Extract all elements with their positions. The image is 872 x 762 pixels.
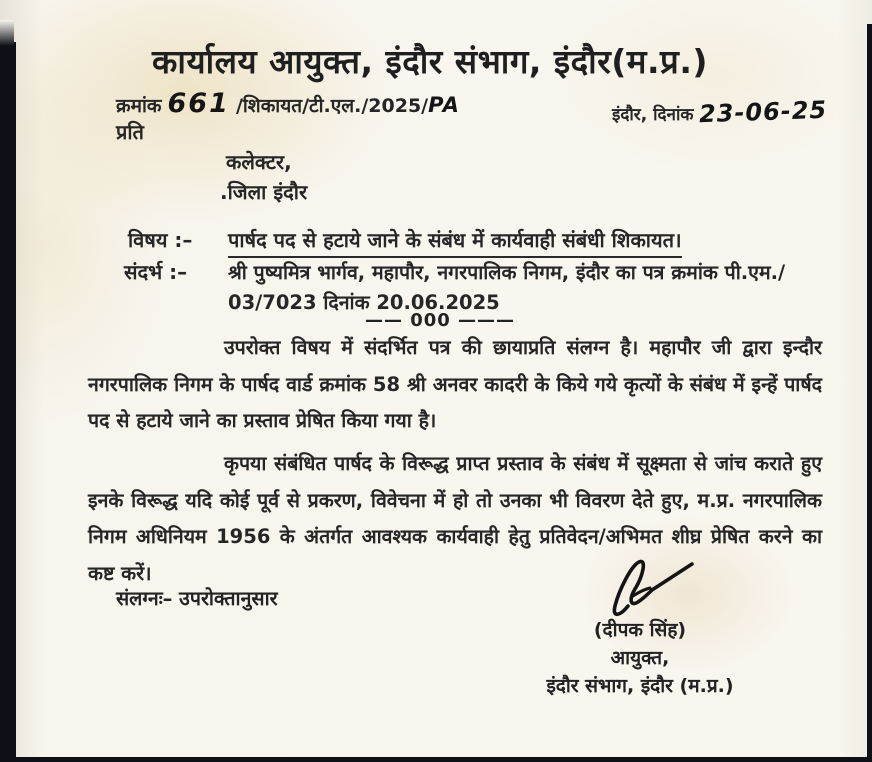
enclosure-line: संलग्नः– उपरोक्तानुसार <box>116 587 278 610</box>
reference-line2: 03/7023 दिनांक 20.06.2025 <box>228 291 500 314</box>
signature-handwritten <box>592 552 710 624</box>
addressee-line2: .जिला इंदौर <box>220 180 308 204</box>
letter-number-suffix: /शिकायत/टी.एल./2025/ <box>235 95 429 117</box>
scan-border-right <box>867 24 872 762</box>
scan-border-left-fade <box>0 20 14 46</box>
place-date-label: इंदौर, दिनांक <box>612 105 694 125</box>
scan-border-left <box>0 42 16 762</box>
body-paragraph-2: कृपया संबंधित पार्षद के विरूद्ध प्राप्त प्रस्ताव के संबंध में सूक्ष्मता से जांच कराते हुए इनके विरूद्ध यदि कोई पूर्व से प्रकरण, विवेचना में हो तो उनका भी विवरण देते हुए, म.प्र. नगरपालिक निगम अधिनियम 1956 के अंतर्गत आवश्यक कार्यवाही हेतु प्रतिवेदन/अभिमत शीघ्र प्रेषित करने का कष्ट करें। <box>88 452 822 585</box>
letter-number-suffix-handwritten: PA <box>428 93 460 117</box>
letter-number-line <box>116 88 460 119</box>
addressee-line1: कलेक्टर, <box>226 150 292 174</box>
signatory-name: (दीपक सिंह) <box>593 619 687 641</box>
addressee-label: प्रति <box>116 120 144 144</box>
reference-label: संदर्भ :– <box>124 260 188 284</box>
place-date-line <box>612 95 828 129</box>
reference-line1: श्री पुष्यमित्र भार्गव, महापौर, नगरपालिक निगम, इंदौर का पत्र क्रमांक पी.एम./ <box>228 261 786 284</box>
signatory-designation: आयुक्त, <box>610 647 670 669</box>
body-paragraph-1: उपरोक्त विषय में संदर्भित पत्र की छायाप्रति संलग्न है। महापौर जी द्वारा इन्दौर नगरपालिक निगम के पार्षद वार्ड क्रमांक 58 श्री अनवर कादरी के किये गये कृत्यों के संबंध में इन्हें पार्षद पद से हटाये जाने का प्रस्ताव प्रेषित किया गया है। <box>88 336 822 432</box>
scan-border-bottom <box>0 757 872 762</box>
office-letterhead-title: कार्यालय आयुक्त, इंदौर संभाग, इंदौर(म.प्र.) <box>152 42 708 81</box>
signatory-office: इंदौर संभाग, इंदौर (म.प्र.) <box>546 675 734 697</box>
signature-block <box>470 616 810 700</box>
letter-number-handwritten: 661 <box>167 88 230 119</box>
section-separator: —— 000 ——— <box>364 310 516 331</box>
subject-label: विषय :– <box>128 228 193 252</box>
subject-text: पार्षद पद से हटाये जाने के संबंध में कार्यवाही संबंधी शिकायत। <box>228 226 682 258</box>
date-handwritten: 23-06-25 <box>698 95 828 129</box>
letter-number-label: क्रमांक <box>116 95 162 117</box>
